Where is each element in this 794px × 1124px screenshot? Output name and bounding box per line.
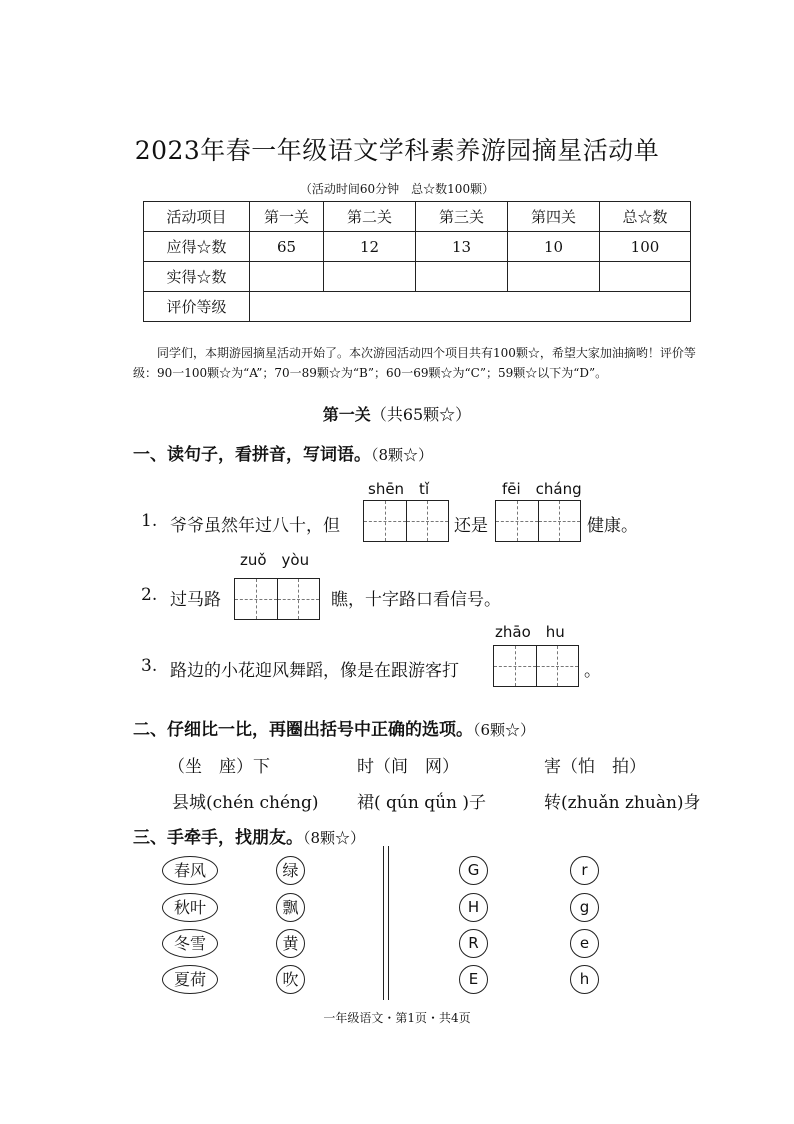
table-cell: 13 — [416, 232, 508, 262]
table-input-cell[interactable] — [250, 262, 324, 292]
table-cell: 应得☆数 — [144, 232, 250, 262]
writing-grid[interactable] — [495, 500, 581, 542]
letter-circle[interactable]: H — [459, 893, 488, 922]
word-oval[interactable]: 夏荷 — [162, 965, 218, 994]
page-subtitle: （活动时间60分钟 总☆数100颗） — [299, 182, 495, 196]
choice-item[interactable]: 转(zhuǎn zhuàn)身 — [544, 793, 701, 813]
table-row — [144, 262, 691, 292]
letter-circle[interactable]: h — [570, 965, 599, 994]
table-cell: 实得☆数 — [144, 262, 250, 292]
sentence-text: 路边的小花迎风舞蹈，像是在跟游客打 — [170, 661, 459, 681]
table-cell: 65 — [250, 232, 324, 262]
char-circle[interactable]: 吹 — [276, 965, 305, 994]
word-oval[interactable]: 冬雪 — [162, 929, 218, 958]
char-circle[interactable]: 黄 — [276, 929, 305, 958]
letter-circle[interactable]: g — [570, 893, 599, 922]
table-header-cell: 第一关 — [250, 202, 324, 232]
pinyin-label: shēn tǐ — [368, 480, 430, 498]
writing-grid[interactable] — [234, 578, 320, 620]
table-header-cell: 第二关 — [324, 202, 416, 232]
letter-circle[interactable]: e — [570, 929, 599, 958]
pinyin-label: zuǒ yòu — [240, 551, 310, 569]
table-header-cell: 总☆数 — [600, 202, 691, 232]
choice-item[interactable]: 县城(chén chéng) — [172, 793, 319, 813]
question-heading: 一、读句子，看拼音，写词语。（8颗☆） — [133, 445, 434, 465]
question-heading: 三、手牵手，找朋友。（8颗☆） — [133, 828, 366, 848]
word-oval[interactable]: 秋叶 — [162, 893, 218, 922]
letter-circle[interactable]: R — [459, 929, 488, 958]
sentence-text: 健康。 — [587, 516, 638, 536]
letter-circle[interactable]: G — [459, 856, 488, 885]
char-circle[interactable]: 飘 — [276, 893, 305, 922]
table-cell: 12 — [324, 232, 416, 262]
char-circle[interactable]: 绿 — [276, 856, 305, 885]
letter-circle[interactable]: E — [459, 965, 488, 994]
score-table — [143, 201, 691, 322]
writing-grid[interactable] — [493, 645, 579, 687]
table-cell: 10 — [508, 232, 600, 262]
item-number: 1. — [141, 511, 158, 531]
table-header-cell: 活动项目 — [144, 202, 250, 232]
table-input-cell[interactable] — [508, 262, 600, 292]
sentence-text: 过马路 — [170, 590, 221, 610]
sentence-text: 瞧，十字路口看信号。 — [331, 590, 501, 610]
intro-paragraph: 同学们，本期游园摘星活动开始了。本次游园活动四个项目共有100颗☆，希望大家加油摘哟！评价等级：90一100颗☆为“A”；70一89颗☆为“B”；60一69颗☆为“C”；59颗☆以下为“D”。 — [133, 346, 696, 380]
table-input-cell[interactable] — [250, 292, 691, 322]
sentence-text: 爷爷虽然年过八十，但 — [170, 516, 340, 536]
table-input-cell[interactable] — [324, 262, 416, 292]
item-number: 2. — [141, 585, 158, 605]
table-header-cell: 第四关 — [508, 202, 600, 232]
table-input-cell[interactable] — [600, 262, 691, 292]
sentence-text: 还是 — [454, 516, 488, 536]
page-footer: 一年级语文・第1页・共4页 — [323, 1011, 471, 1025]
page-title: 2023年春一年级语文学科素养游园摘星活动单 — [134, 136, 660, 165]
sentence-text: 。 — [584, 661, 601, 681]
writing-grid[interactable] — [363, 500, 449, 542]
pinyin-label: fēi cháng — [502, 480, 582, 498]
choice-item[interactable]: 裙( qún qǘn )子 — [357, 793, 487, 813]
item-number: 3. — [141, 656, 158, 676]
table-header-cell: 第三关 — [416, 202, 508, 232]
choice-item[interactable]: 时（间 网） — [357, 757, 459, 777]
section-title: 第一关（共65颗☆） — [322, 405, 472, 424]
table-row — [144, 292, 691, 322]
table-row — [144, 202, 691, 232]
table-cell: 评价等级 — [144, 292, 250, 322]
pinyin-label: zhāo hu — [495, 623, 565, 641]
choice-item[interactable]: （坐 座）下 — [168, 757, 270, 777]
choice-item[interactable]: 害（怕 拍） — [544, 757, 646, 777]
divider-line — [388, 846, 389, 1000]
table-input-cell[interactable] — [416, 262, 508, 292]
divider-line — [383, 846, 384, 1000]
table-row — [144, 232, 691, 262]
letter-circle[interactable]: r — [570, 856, 599, 885]
question-heading: 二、仔细比一比，再圈出括号中正确的选项。（6颗☆） — [133, 720, 536, 740]
table-cell: 100 — [600, 232, 691, 262]
word-oval[interactable]: 春风 — [162, 856, 218, 885]
